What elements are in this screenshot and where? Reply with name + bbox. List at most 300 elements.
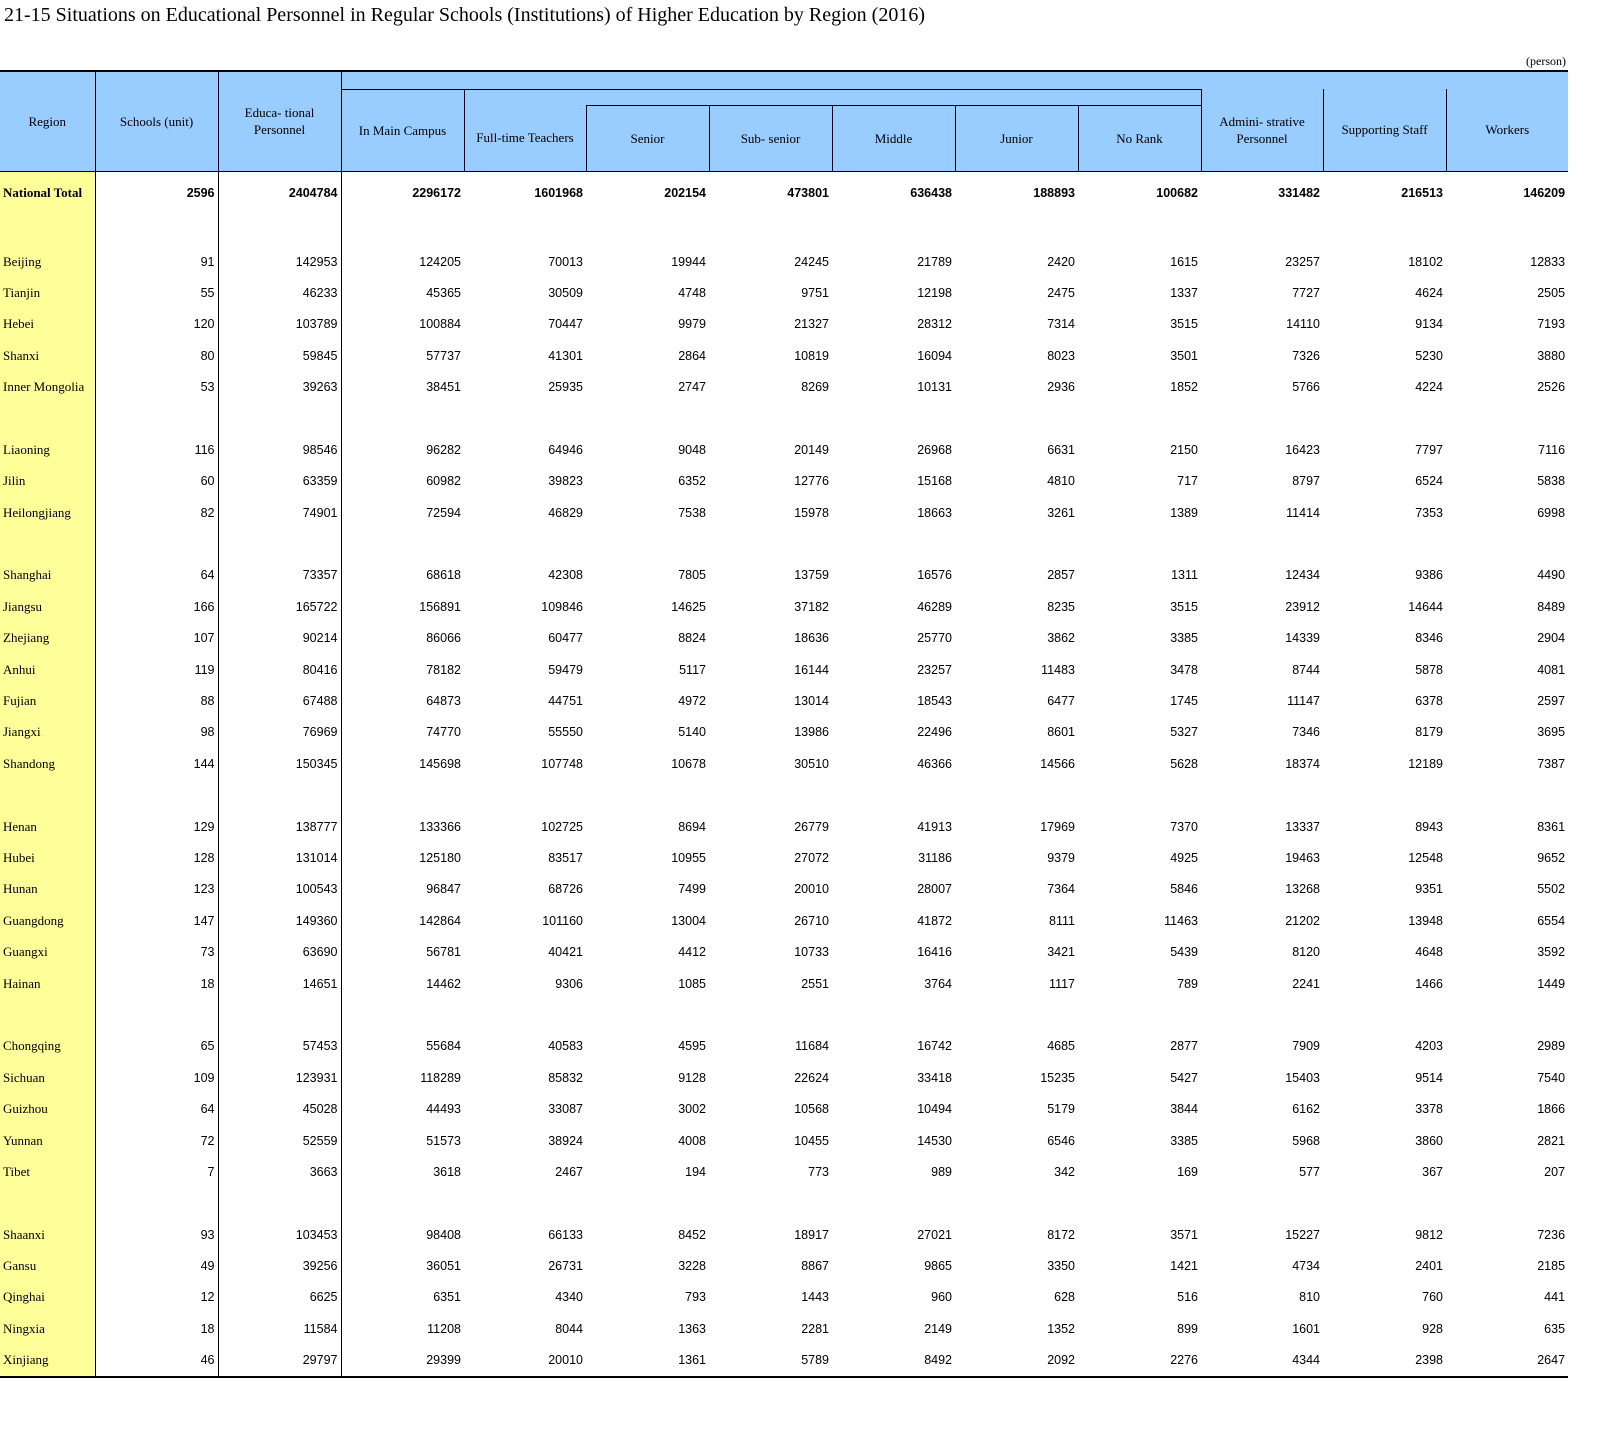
spacer-cell [341, 528, 464, 559]
table-row [0, 246, 1568, 277]
spacer-cell [1078, 1188, 1201, 1219]
cell-educational-personnel: 2404784 [218, 171, 341, 215]
cell-educational-personnel: 73357 [218, 560, 341, 591]
cell-schools: 46 [95, 1345, 218, 1377]
cell-middle: 28007 [917, 882, 952, 897]
total-row [0, 171, 1568, 215]
cell-in-main-campus: 96282 [426, 442, 461, 457]
cell-junior: 8111 [1049, 913, 1075, 928]
cell-schools: 72 [95, 1125, 218, 1156]
cell-full-time-teachers: 101160 [542, 913, 583, 928]
cell-sub-senior: 8867 [801, 1259, 829, 1274]
cell-senior: 10678 [671, 756, 706, 771]
cell-educational-personnel: 103789 [218, 309, 341, 340]
cell-region: Xinjiang [0, 1345, 95, 1377]
data-table [0, 70, 1568, 1378]
table-row [0, 1031, 1568, 1062]
cell-senior: 4412 [678, 945, 706, 960]
cell-full-time-teachers: 38924 [548, 1133, 583, 1148]
cell-senior: 4008 [678, 1133, 706, 1148]
cell-educational-personnel: 142953 [218, 246, 341, 277]
cell-junior: 14566 [1040, 756, 1075, 771]
cell-full-time-teachers: 107748 [541, 756, 583, 771]
cell-full-time-teachers: 39823 [548, 474, 583, 489]
cell-schools: 73 [95, 936, 218, 967]
cell-full-time-teachers: 42308 [548, 568, 583, 583]
page-title: 21-15 Situations on Educational Personnel in Regular Schools (Institutions) of Higher Education by Region (2016) [4, 4, 925, 26]
table-row [0, 717, 1568, 748]
cell-sub-senior: 26779 [794, 819, 829, 834]
cell-administrative-personnel: 16423 [1285, 442, 1320, 457]
spacer-cell [0, 999, 95, 1030]
header-blank-band [341, 71, 1568, 89]
header-workers: Workers [1446, 89, 1568, 171]
spacer-cell [955, 528, 1078, 559]
cell-middle: 41872 [917, 913, 952, 928]
spacer-cell [1078, 528, 1201, 559]
cell-workers: 146209 [1523, 186, 1566, 200]
cell-supporting-staff: 13948 [1408, 913, 1443, 928]
cell-junior: 3350 [1047, 1259, 1075, 1274]
cell-region: Liaoning [0, 434, 95, 465]
table-row [0, 685, 1568, 716]
cell-supporting-staff: 12548 [1408, 851, 1443, 865]
cell-schools: 93 [95, 1219, 218, 1250]
cell-schools: 166 [95, 591, 218, 622]
spacer-row [0, 999, 1568, 1030]
spacer-cell [832, 528, 955, 559]
cell-workers: 3880 [1537, 348, 1566, 363]
cell-in-main-campus: 60982 [426, 474, 461, 489]
cell-no-rank: 100682 [1156, 186, 1198, 200]
spacer-cell [95, 215, 218, 246]
table-row [0, 654, 1568, 685]
table-row [0, 277, 1568, 308]
table-row [0, 1219, 1568, 1250]
cell-schools: 64 [95, 1093, 218, 1124]
cell-senior: 9979 [678, 317, 706, 332]
table-body [0, 171, 1568, 1377]
cell-in-main-campus: 2296172 [412, 186, 461, 200]
cell-region: Hunan [0, 874, 95, 905]
cell-administrative-personnel: 11147 [1287, 694, 1320, 709]
cell-sub-senior: 21327 [794, 317, 829, 332]
cell-full-time-teachers: 46829 [548, 505, 583, 520]
cell-administrative-personnel: 7326 [1292, 348, 1320, 363]
cell-region: Anhui [0, 654, 95, 685]
cell-in-main-campus: 86066 [426, 631, 461, 646]
cell-administrative-personnel: 810 [1299, 1290, 1320, 1305]
cell-in-main-campus: 38451 [426, 380, 461, 395]
cell-no-rank: 1421 [1170, 1259, 1198, 1274]
cell-administrative-personnel: 21202 [1285, 913, 1320, 928]
cell-middle: 18663 [917, 505, 952, 520]
cell-supporting-staff: 8179 [1415, 725, 1443, 740]
cell-full-time-teachers: 60477 [548, 631, 583, 646]
cell-educational-personnel: 149360 [218, 905, 341, 936]
cell-no-rank: 5327 [1170, 725, 1198, 740]
cell-administrative-personnel: 8120 [1292, 945, 1320, 960]
cell-sub-senior: 2551 [801, 976, 829, 991]
cell-middle: 16576 [917, 568, 952, 583]
cell-sub-senior: 1443 [801, 1290, 829, 1305]
cell-educational-personnel: 11584 [218, 1313, 341, 1344]
table-row [0, 340, 1568, 371]
cell-administrative-personnel: 1601 [1292, 1321, 1320, 1336]
cell-sub-senior: 10568 [794, 1102, 829, 1117]
cell-in-main-campus: 68618 [426, 568, 461, 583]
cell-full-time-teachers: 33087 [548, 1102, 583, 1117]
cell-sub-senior: 10455 [794, 1133, 829, 1148]
cell-junior: 2420 [1047, 254, 1075, 269]
cell-no-rank: 516 [1177, 1290, 1198, 1305]
cell-junior: 6546 [1047, 1133, 1075, 1148]
cell-junior: 8023 [1047, 348, 1075, 363]
spacer-cell [1201, 999, 1323, 1030]
cell-senior: 1363 [678, 1321, 706, 1336]
cell-full-time-teachers: 2467 [555, 1164, 583, 1179]
cell-junior: 188893 [1033, 186, 1075, 200]
cell-senior: 1085 [678, 976, 706, 991]
cell-middle: 31186 [918, 851, 952, 865]
header-schools: Schools (unit) [95, 71, 218, 171]
cell-junior: 2857 [1047, 568, 1075, 583]
table-row [0, 1313, 1568, 1344]
cell-workers: 4081 [1537, 662, 1566, 677]
table-row [0, 748, 1568, 779]
cell-full-time-teachers: 41301 [548, 348, 583, 363]
cell-no-rank: 5846 [1170, 882, 1198, 897]
cell-junior: 11483 [1041, 662, 1075, 677]
spacer-cell [218, 780, 341, 811]
cell-workers: 2989 [1537, 1039, 1566, 1054]
spacer-cell [586, 528, 709, 559]
cell-educational-personnel: 100543 [218, 874, 341, 905]
cell-supporting-staff: 760 [1422, 1290, 1443, 1305]
cell-no-rank: 7370 [1170, 819, 1198, 834]
cell-full-time-teachers: 8044 [555, 1321, 583, 1336]
cell-middle: 28312 [917, 317, 952, 332]
spacer-cell [1201, 215, 1323, 246]
cell-region: Qinghai [0, 1282, 95, 1313]
cell-workers: 2526 [1537, 380, 1566, 395]
cell-middle: 10494 [917, 1102, 952, 1117]
cell-educational-personnel: 29797 [218, 1345, 341, 1377]
cell-no-rank: 2877 [1170, 1039, 1198, 1054]
cell-region: Beijing [0, 246, 95, 277]
spacer-cell [95, 403, 218, 434]
spacer-cell [218, 215, 341, 246]
cell-no-rank: 3478 [1170, 662, 1198, 677]
cell-senior: 10955 [671, 851, 706, 865]
table-row [0, 905, 1568, 936]
cell-senior: 14625 [671, 599, 706, 614]
cell-workers: 1449 [1537, 976, 1566, 991]
cell-junior: 8172 [1047, 1227, 1075, 1242]
cell-no-rank: 5628 [1170, 756, 1198, 771]
cell-workers: 207 [1544, 1164, 1566, 1179]
table-row [0, 371, 1568, 402]
cell-region: Shaanxi [0, 1219, 95, 1250]
table-row [0, 466, 1568, 497]
header-senior: Senior [586, 105, 709, 171]
table-row [0, 1062, 1568, 1093]
cell-sub-senior: 27072 [794, 851, 829, 865]
table-row [0, 968, 1568, 999]
spacer-cell [1078, 215, 1201, 246]
cell-schools: 7 [95, 1156, 218, 1187]
cell-educational-personnel: 80416 [218, 654, 341, 685]
spacer-cell [955, 403, 1078, 434]
cell-workers: 9652 [1537, 851, 1566, 865]
spacer-cell [832, 215, 955, 246]
cell-middle: 960 [931, 1290, 952, 1305]
cell-no-rank: 1337 [1170, 285, 1198, 300]
data-table-container [0, 70, 1568, 1378]
spacer-cell [1323, 528, 1446, 559]
spacer-cell [955, 999, 1078, 1030]
cell-middle: 989 [931, 1164, 952, 1179]
table-row [0, 1156, 1568, 1187]
cell-no-rank: 1852 [1170, 380, 1198, 395]
cell-administrative-personnel: 2241 [1292, 976, 1320, 991]
cell-supporting-staff: 4648 [1415, 945, 1443, 960]
cell-schools: 107 [95, 623, 218, 654]
spacer-row [0, 215, 1568, 246]
cell-senior: 8452 [678, 1227, 706, 1242]
cell-region: Tianjin [0, 277, 95, 308]
cell-no-rank: 169 [1177, 1164, 1198, 1179]
cell-middle: 12198 [917, 285, 952, 300]
cell-sub-senior: 26710 [794, 913, 829, 928]
cell-junior: 6631 [1047, 442, 1075, 457]
cell-no-rank: 11463 [1164, 913, 1198, 928]
spacer-cell [341, 780, 464, 811]
cell-educational-personnel: 131014 [218, 842, 341, 873]
cell-schools: 65 [95, 1031, 218, 1062]
spacer-cell [1323, 1188, 1446, 1219]
cell-educational-personnel: 165722 [218, 591, 341, 622]
cell-schools: 88 [95, 685, 218, 716]
unit-label: (person) [1526, 54, 1566, 68]
cell-workers: 5838 [1537, 474, 1566, 489]
spacer-cell [1323, 999, 1446, 1030]
cell-senior: 7805 [678, 568, 706, 583]
cell-junior: 8601 [1047, 725, 1075, 740]
cell-schools: 144 [95, 748, 218, 779]
spacer-cell [1323, 780, 1446, 811]
cell-no-rank: 3385 [1170, 1133, 1198, 1148]
cell-senior: 7538 [678, 505, 706, 520]
cell-no-rank: 3515 [1170, 317, 1198, 332]
cell-junior: 9379 [1047, 851, 1075, 865]
cell-in-main-campus: 51573 [426, 1133, 461, 1148]
table-row [0, 874, 1568, 905]
cell-educational-personnel: 63359 [218, 466, 341, 497]
cell-region: National Total [0, 171, 95, 215]
cell-junior: 2092 [955, 1345, 1078, 1377]
cell-schools: 12 [95, 1282, 218, 1313]
cell-middle: 46289 [917, 599, 952, 614]
cell-sub-senior: 11684 [795, 1039, 829, 1054]
cell-sub-senior: 20010 [794, 882, 829, 897]
cell-senior: 4748 [678, 285, 706, 300]
cell-senior: 3002 [678, 1102, 706, 1117]
table-header [0, 71, 1568, 171]
cell-sub-senior: 13759 [794, 568, 829, 583]
cell-full-time-teachers: 102725 [541, 819, 583, 834]
cell-region: Hebei [0, 309, 95, 340]
cell-supporting-staff: 9351 [1415, 882, 1443, 897]
cell-workers: 2597 [1537, 694, 1566, 709]
cell-region: Shandong [0, 748, 95, 779]
cell-sub-senior: 13014 [794, 694, 829, 709]
cell-schools: 123 [95, 874, 218, 905]
cell-senior: 19944 [671, 254, 706, 269]
cell-full-time-teachers: 4340 [555, 1290, 583, 1305]
cell-educational-personnel: 150345 [218, 748, 341, 779]
spacer-cell [0, 215, 95, 246]
cell-in-main-campus: 78182 [426, 662, 461, 677]
header-administrative-personnel: Admini- strative Personnel [1201, 89, 1323, 171]
spacer-cell [218, 999, 341, 1030]
cell-junior: 7364 [1047, 882, 1075, 897]
cell-in-main-campus: 142864 [419, 913, 461, 928]
header-supporting-staff: Supporting Staff [1323, 89, 1446, 171]
cell-in-main-campus: 56781 [426, 945, 461, 960]
cell-supporting-staff: 2401 [1415, 1259, 1443, 1274]
cell-workers: 7236 [1537, 1227, 1566, 1242]
spacer-cell [1323, 403, 1446, 434]
cell-in-main-campus: 98408 [426, 1227, 461, 1242]
spacer-cell [955, 215, 1078, 246]
cell-administrative-personnel: 12434 [1285, 568, 1320, 583]
table-row [0, 434, 1568, 465]
cell-junior: 8235 [1047, 599, 1075, 614]
cell-full-time-teachers: 26731 [548, 1259, 583, 1274]
header-educational-personnel: Educa- tional Personnel [218, 71, 341, 171]
cell-in-main-campus: 64873 [426, 694, 461, 709]
cell-full-time-teachers: 70013 [548, 254, 583, 269]
cell-junior: 1117 [1049, 976, 1075, 991]
cell-in-main-campus: 96847 [426, 882, 461, 897]
cell-middle: 41913 [917, 819, 952, 834]
cell-workers: 7387 [1537, 756, 1566, 771]
cell-educational-personnel: 90214 [218, 623, 341, 654]
cell-senior: 202154 [664, 186, 706, 200]
spacer-row [0, 528, 1568, 559]
cell-schools: 80 [95, 340, 218, 371]
cell-full-time-teachers: 9306 [555, 976, 583, 991]
spacer-cell [464, 780, 586, 811]
table-row [0, 936, 1568, 967]
cell-full-time-teachers: 64946 [548, 442, 583, 457]
cell-sub-senior: 8269 [801, 380, 829, 395]
cell-schools: 119 [95, 654, 218, 685]
spacer-cell [709, 215, 832, 246]
header-in-main-campus: In Main Campus [341, 89, 464, 171]
spacer-cell [341, 1188, 464, 1219]
cell-in-main-campus: 55684 [426, 1039, 461, 1054]
spacer-cell [955, 780, 1078, 811]
spacer-cell [1446, 780, 1568, 811]
spacer-cell [586, 403, 709, 434]
cell-in-main-campus: 156891 [419, 599, 461, 614]
cell-middle: 26968 [917, 442, 952, 457]
cell-educational-personnel: 3663 [218, 1156, 341, 1187]
cell-workers: 8361 [1537, 819, 1566, 834]
cell-middle: 8492 [832, 1345, 955, 1377]
cell-senior: 1361 [586, 1345, 709, 1377]
cell-in-main-campus: 44493 [426, 1102, 461, 1117]
table-row [0, 1250, 1568, 1281]
cell-administrative-personnel: 14339 [1285, 631, 1320, 646]
cell-full-time-teachers: 85832 [548, 1070, 583, 1085]
cell-workers: 1866 [1537, 1102, 1566, 1117]
cell-middle: 21789 [917, 254, 952, 269]
cell-schools: 98 [95, 717, 218, 748]
cell-full-time-teachers: 40583 [548, 1039, 583, 1054]
cell-administrative-personnel: 19463 [1285, 851, 1320, 865]
cell-sub-senior: 473801 [787, 186, 829, 200]
cell-administrative-personnel: 7909 [1292, 1039, 1320, 1054]
cell-no-rank: 3385 [1170, 631, 1198, 646]
cell-senior: 5140 [678, 725, 706, 740]
cell-educational-personnel: 45028 [218, 1093, 341, 1124]
spacer-cell [1078, 780, 1201, 811]
spacer-cell [95, 528, 218, 559]
cell-administrative-personnel: 5766 [1292, 380, 1320, 395]
cell-supporting-staff: 8943 [1415, 819, 1443, 834]
cell-workers: 7116 [1538, 442, 1566, 457]
cell-middle: 25770 [917, 631, 952, 646]
cell-junior: 3421 [1047, 945, 1075, 960]
cell-full-time-teachers: 55550 [548, 725, 583, 740]
cell-middle: 10131 [917, 380, 952, 395]
cell-in-main-campus: 29399 [341, 1345, 464, 1377]
cell-administrative-personnel: 7346 [1292, 725, 1320, 740]
cell-sub-senior: 24245 [794, 254, 829, 269]
table-row [0, 497, 1568, 528]
cell-supporting-staff: 5878 [1415, 662, 1443, 677]
spacer-cell [1078, 403, 1201, 434]
cell-no-rank: 1311 [1171, 568, 1198, 583]
cell-full-time-teachers: 70447 [548, 317, 583, 332]
spacer-cell [709, 528, 832, 559]
cell-no-rank: 3515 [1170, 599, 1198, 614]
cell-sub-senior: 13986 [794, 725, 829, 740]
cell-region: Henan [0, 811, 95, 842]
cell-sub-senior: 2281 [801, 1321, 829, 1336]
cell-in-main-campus: 3618 [433, 1164, 461, 1179]
cell-middle: 33418 [917, 1070, 952, 1085]
cell-region: Heilongjiang [0, 497, 95, 528]
cell-sub-senior: 10819 [794, 348, 829, 363]
cell-in-main-campus: 14462 [426, 976, 461, 991]
cell-educational-personnel: 6625 [218, 1282, 341, 1313]
cell-in-main-campus: 36051 [426, 1259, 461, 1274]
cell-administrative-personnel: 13337 [1285, 819, 1320, 834]
cell-supporting-staff: 5230 [1415, 348, 1443, 363]
spacer-cell [95, 1188, 218, 1219]
cell-full-time-teachers: 30509 [548, 285, 583, 300]
cell-junior: 2936 [1047, 380, 1075, 395]
cell-middle: 16742 [917, 1039, 952, 1054]
cell-no-rank: 4925 [1170, 851, 1198, 865]
cell-junior: 6477 [1047, 694, 1075, 709]
spacer-cell [95, 999, 218, 1030]
cell-schools: 109 [95, 1062, 218, 1093]
